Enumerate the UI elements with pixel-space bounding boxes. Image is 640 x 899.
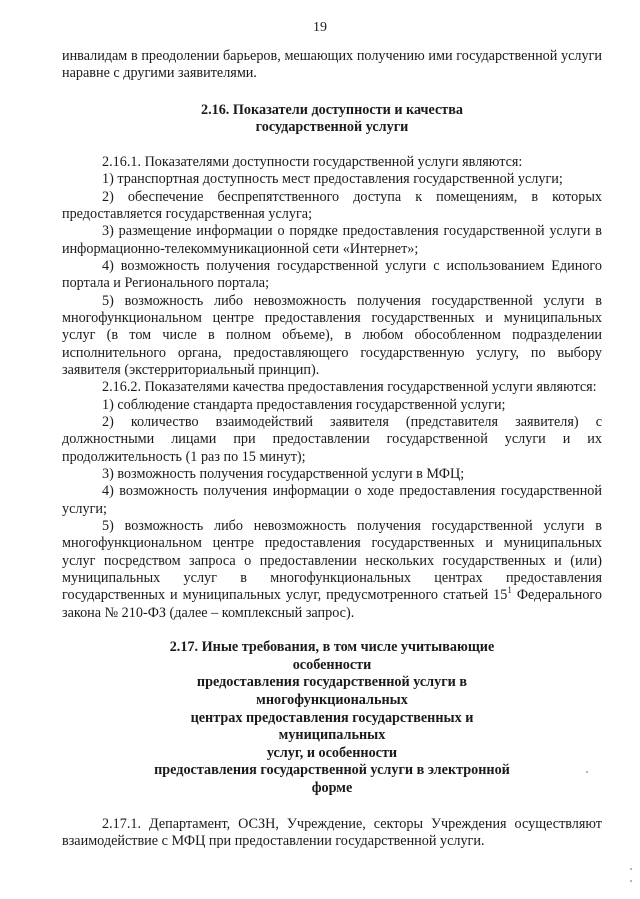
scan-speck [630,868,632,870]
list-item: 3) возможность получения государственной услуги в МФЦ; [102,466,465,483]
list-item: 1) соблюдение стандарта предоставления государственной услуги; [102,396,506,413]
heading-line: 2.16. Показатели доступности и качества [200,101,464,118]
list-item: 1) транспортная доступность мест предоставления государственной услуги; [102,171,563,188]
section-2-17-heading [62,639,602,797]
intro-paragraph: инвалидам в преодолении барьеров, мешающих получению ими государственной услуги наравне с другими заявителями. [62,48,602,82]
list-item: 2) количество взаимодействий заявителя (представителя заявителя) с должностными лицами при предоставлении государственной услуги и их продолжительность (1 раз по 15 минут); [62,414,602,465]
section-2-16-heading [62,102,602,137]
heading-line: форме [311,779,353,796]
heading-line: предоставления государственной услуги в электронной [154,762,510,779]
scan-speck [630,880,632,882]
heading-line: центрах предоставления государственных и [190,709,474,726]
list-item: 4) возможность получения информации о ходе предоставления государственной услуги; [62,483,602,517]
page-number: 19 [313,20,327,35]
heading-line: государственной услуги [255,119,409,136]
document-body [62,48,602,850]
paragraph-2-16-2: 2.16.2. Показателями качества предоставления государственной услуги являются: [102,379,597,396]
list-item [62,518,602,622]
heading-line: особенности [292,656,372,673]
scan-speck [586,771,588,773]
list-item-text: 5) возможность либо невозможность получения государственной услуги в многофункциональном центре предоставления государственных и муниципальных услуг посредством запроса о предоставлении нескольких государственных и (или) муниципальных услуг в многофункциональных центрах предоставления государственных и муниципальных услуг, предусмотренного статьей 15 [62,518,602,604]
list-item-text: Федерального закона № 210-ФЗ (далее – комплексный запрос). [62,587,602,621]
heading-line: предоставления государственной услуги в [196,674,468,691]
heading-line: услуг, и особенности [266,744,398,761]
paragraph-2-17-1: 2.17.1. Департамент, ОСЗН, Учреждение, секторы Учреждения осуществляют взаимодействие с МФЦ при предоставлении государственной услуги. [62,815,602,849]
heading-line: многофункциональных [256,691,408,708]
paragraph-2-16-1: 2.16.1. Показателями доступности государственной услуги являются: [102,153,523,170]
list-item: 4) возможность получения государственной услуги с использованием Единого портала и Регионального портала; [62,257,602,292]
superscript: 1 [507,585,512,596]
heading-line: муниципальных [278,727,386,744]
heading-line: 2.17. Иные требования, в том числе учитывающие [169,639,495,656]
list-item: 5) возможность либо невозможность получения государственной услуги в многофункциональном центре предоставления государственных и муниципальных услуг (в том числе в полном объеме), в любом обособленном подразделении исполнительного органа, предоставляющего государственную услугу, по выбору заявителя (экстерриториальный принцип). [62,292,602,378]
list-item: 3) размещение информации о порядке предоставления государственной услуги в информационно-телекоммуникационной сети «Интернет»; [62,223,602,257]
list-item: 2) обеспечение беспрепятственного доступа к помещениям, в которых предоставляется государственная услуга; [62,188,602,222]
